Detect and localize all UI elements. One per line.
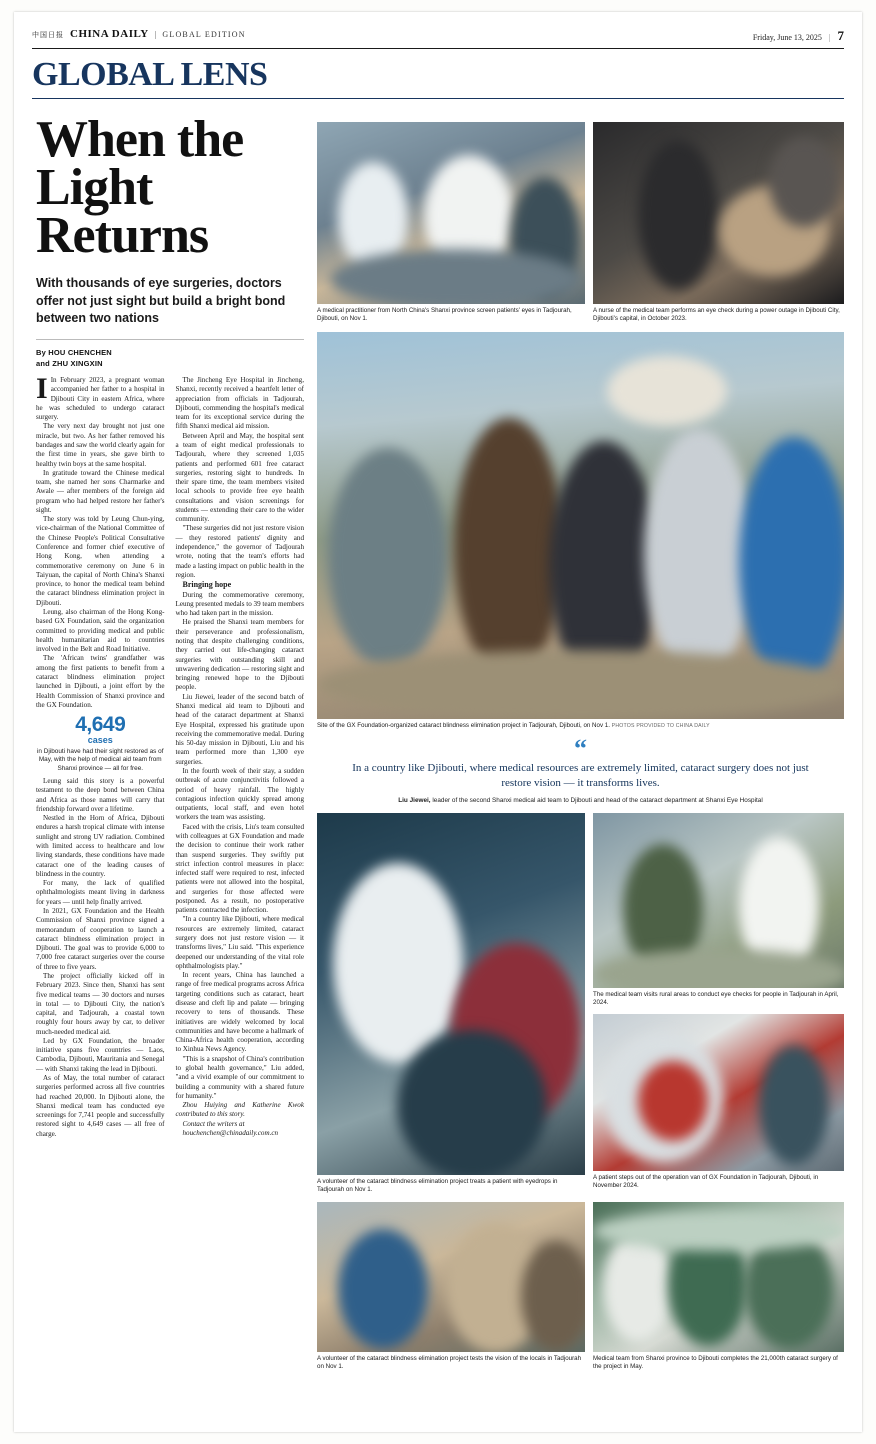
publication-date: Friday, June 13, 2025 — [752, 33, 822, 42]
photo-caption: A volunteer of the cataract blindness elimination project treats a patient with eyedrops in Tadjourah on Nov 1. — [317, 1177, 558, 1193]
quote-text: In a country like Djibouti, where medical resources are extremely limited, cataract surgery does not just restore vision — it transforms lives. — [352, 762, 809, 789]
photo-texture — [317, 122, 585, 304]
section-rule — [32, 98, 844, 99]
photo-project-site — [317, 332, 844, 719]
body-paragraph: "In a country like Djibouti, where medical resources are extremely limited, cataract surgery does not just restore vision — it transforms lives," Liu said. "This experience deepened our understanding of the vital role ophthalmologists play." — [175, 915, 304, 970]
masthead-separator: | — [154, 30, 157, 39]
body-paragraph: Nestled in the Horn of Africa, Djibouti endures a harsh tropical climate with intense sunlight and strong UV radiation. Combined with limited access to healthcare and low living standards, these conditions have made cataract one of the leading causes of blindness in the country. — [36, 814, 165, 878]
contact-line-1: Contact the writers at — [182, 1119, 245, 1128]
article-body — [36, 371, 304, 1444]
body-paragraph: Leung, also chairman of the Hong Kong-based GX Foundation, said the organization committed to providing medical and public health humanitarian aid to countries involved in the Belt and Road Initiative. — [36, 608, 165, 654]
photo-texture — [593, 122, 844, 304]
photo-caption: Medical team from Shanxi province to Djibouti completes the 21,000th cataract surgery of the project in May. — [593, 1355, 838, 1371]
body-paragraph: For many, the lack of qualified ophthalmologists meant living in darkness for years — until help finally arrived. — [36, 879, 165, 906]
photo-caption: A nurse of the medical team performs an eye check during a power outage in Djibouti City, Djibouti's capital, in October 2023. — [593, 307, 840, 323]
body-paragraph: In gratitude toward the Chinese medical team, she named her sons Charmarke and Awale — after members of the foreign aid program who had helped restore her father's sight. — [36, 468, 165, 514]
byline — [36, 348, 304, 370]
byline-line-1: By HOU CHENCHEN — [36, 348, 112, 358]
article-deck: With thousands of eye surgeries, doctors offer not just sight but build a bright bond between two nations — [36, 275, 304, 340]
contact-email: houchenchen@chinadaily.com.cn — [182, 1128, 279, 1137]
body-paragraph: In 2021, GX Foundation and the Health Commission of Shanxi province signed a memorandum of cooperation to launch a cataract blindness elimination project in Djibouti. The goal was to provide 6,000 to 7,000 free cataract surgeries over the course of three to five years. — [36, 906, 165, 971]
photo-power-outage-eye-check — [593, 122, 844, 304]
section-header — [32, 58, 844, 99]
photo-texture — [593, 1202, 844, 1352]
body-paragraph: Leung said this story is a powerful testament to the deep bond between China and Africa as those names will carry that friendship forward over a lifetime. — [36, 777, 165, 813]
contributors-note: Zhou Huiying and Katherine Kwok contributed to this story. — [175, 1101, 304, 1119]
body-paragraph: Led by GX Foundation, the broader initiative spans five countries — Laos, Cambodia, Djibouti, Mauritania and Senegal — with Shanxi taking the lead in Djibouti. — [36, 1036, 165, 1073]
photo-eyedrops-volunteer — [317, 813, 585, 1175]
photo-caption: The medical team visits rural areas to conduct eye checks for people in Tadjourah in April, 2024. — [593, 990, 839, 1006]
photo-caption-text: Site of the GX Foundation-organized cataract blindness elimination project in Tadjourah, Djibouti, on Nov 1. — [317, 722, 610, 730]
chinese-title: 中国日报 — [32, 31, 64, 39]
photo-operation-van — [593, 1014, 844, 1171]
body-text: In February 2023, a pregnant woman accompanied her father to a hospital in Djibouti City in eastern Africa, where he was scheduled to undergo cataract surgery. — [36, 375, 165, 422]
body-paragraph: "This is a snapshot of China's contribution to global health governance," Liu added, "and a vivid example of our commitment to building a community with a shared future for humanity." — [175, 1054, 304, 1100]
body-paragraph: In recent years, China has launched a range of free medical programs across Africa targeting conditions such as cataract, heart disease and cleft lip and palate — bringing recovery to tens of thousands. These initiatives are widely welcomed by local communities and have become a hallmark of China-Africa health cooperation, according to Xinhua News Agency. — [175, 971, 304, 1054]
body-paragraph: The Jincheng Eye Hospital in Jincheng, Shanxi, recently received a heartfelt letter of appreciation from officials in Tadjourah, Djibouti, commending the hospital's medical team for its exceptional service during the fifth Shanxi medical aid mission. — [175, 375, 304, 431]
photo-caption-main — [317, 722, 844, 730]
photo-row-top — [317, 122, 844, 323]
photo-texture — [593, 813, 844, 988]
statistic-number: 4,649 — [75, 713, 126, 737]
statistic-description: in Djibouti have had their sight restored as of May, with the help of medical aid team from Shanxi province — all for free. — [37, 748, 164, 772]
masthead-right — [753, 28, 844, 44]
paper-name: CHINA DAILY — [70, 28, 149, 40]
photo-vision-test — [317, 1202, 585, 1352]
photo-caption: A volunteer of the cataract blindness elimination project tests the vision of the locals in Tadjourah on Nov 1. — [317, 1355, 582, 1371]
photo-caption: A patient steps out of the operation van of GX Foundation in Tadjourah, Djibouti, in November 2024. — [593, 1174, 819, 1190]
photo-grid-lower — [317, 813, 844, 1194]
page-sheet — [14, 12, 862, 1432]
body-paragraph: Faced with the crisis, Liu's team consulted with colleagues at GX Foundation and made the decision to continue their work rather than suspend surgeries. They swiftly put strict infection control measures in place: infected staff were required to rest, infected patients were not allowed into the hospital, and surgeries for those affected were postponed. As a result, no postoperative patients contracted the infection. — [175, 822, 304, 915]
pull-quote — [317, 733, 844, 804]
body-paragraph: He praised the Shanxi team members for their perseverance and professionalism, noting that despite challenging conditions, they carried out life-changing cataract surgeries with outstanding skill and unwavering dedication — restoring sight and bringing renewed hope to the Djibouti people. — [175, 618, 304, 692]
photo-credit: PHOTOS PROVIDED TO CHINA DAILY — [611, 723, 710, 730]
photo-screening-tadjourah — [317, 122, 585, 304]
photo-texture — [317, 332, 844, 719]
masthead — [32, 28, 844, 49]
body-paragraph: The 'African twins' grandfather was among the first patients to benefit from a cataract blindness elimination project launched in Djibouti, a joint effort by the Health Commission of Shanxi province and the GX Foundation. — [36, 654, 165, 709]
page-title: When the Light Returns — [36, 111, 244, 264]
photo-texture — [317, 1202, 585, 1352]
quote-attribution — [339, 797, 822, 804]
body-paragraph: The project officially kicked off in February 2023. Since then, Shanxi has sent five medical teams — 30 doctors and nurses in total — to Djibouti City, the nation's capital, and Tadjourah, a coastal town roughly four hours away by car, to deliver much-needed medical aid. — [36, 971, 165, 1036]
body-paragraph: In the fourth week of their stay, a sudden outbreak of acute conjunctivitis followed a period of heavy rainfall. The highly contagious infection quickly spread among outpatients, local staff, and even hotel workers the team was assisting. — [175, 766, 304, 822]
body-paragraph: As of May, the total number of cataract surgeries performed across all five countries had reached 20,000. In Djibouti alone, the Shanxi medical team has conducted eye screenings for 7,741 people and successfully restored sight to 4,649 cases — all free of charge. — [36, 1074, 165, 1138]
quote-mark-icon: “ — [574, 733, 587, 763]
photo-rural-eye-checks — [593, 813, 844, 988]
statistic-unit: cases — [87, 735, 113, 746]
masthead-left — [32, 28, 246, 40]
page-number: 7 — [837, 28, 844, 43]
photo-texture — [593, 1014, 844, 1171]
body-paragraph: The story was told by Leung Chun-ying, vice-chairman of the National Committee of the Chinese People's Political Consultative Conference and former chief executive of Hong Kong, when attending a commemorative ceremony on June 6 in Taiyuan, the capital of North China's Shanxi province, to honor the medical team behind the cataract blindness elimination project in Djibouti. — [36, 515, 165, 607]
body-paragraph: Between April and May, the hospital sent a team of eight medical professionals to Tadjourah, where they screened 1,035 patients and performed 601 free cataract surgeries, restoring sight to hundreds. In their spare time, the team members visited local schools to provide free eye health consultations and vision screenings for students — extending their care to the wider community. — [175, 431, 304, 524]
quote-attribution-role: leader of the second Shanxi medical aid team to Djibouti and head of the cataract department at Shanxi Eye Hospital — [432, 796, 763, 804]
article-subhead: Bringing hope — [182, 580, 232, 590]
photo-caption: A medical practitioner from North China's Shanxi province screen patients' eyes in Tadjourah, Djibouti, on Nov 1. — [317, 307, 572, 323]
photo-21000th-surgery — [593, 1202, 844, 1352]
body-paragraph: During the commemorative ceremony, Leung presented medals to 39 team members who had taken part in the mission. — [175, 590, 304, 618]
body-paragraph: Liu Jiewei, leader of the second batch of Shanxi medical aid team to Djibouti and head of the cataract department at Shanxi Eye Hospital, expressed his gratitude upon receiving the commemorative medal. During his 50-day mission in Djibouti, Liu and his team performed more than 1,300 eye surgeries. — [175, 692, 304, 766]
byline-line-2: and ZHU XINGXIN — [36, 359, 103, 369]
body-paragraph — [36, 371, 165, 422]
statistic-callout — [36, 714, 165, 773]
quote-attribution-name: Liu Jiewei, — [398, 796, 431, 804]
masthead-bar: | — [828, 33, 831, 42]
photo-column — [317, 122, 844, 1371]
body-paragraph: "These surgeries did not just restore vision — they restored patients' dignity and independence," the governor of Tadjourah wrote, noting that the team's efforts had made a lasting impact on public health in the region. — [175, 524, 304, 579]
photo-block-main — [317, 332, 844, 730]
drop-cap: I — [36, 371, 48, 405]
photo-texture — [317, 813, 585, 1175]
photo-row-bottom — [317, 1202, 844, 1371]
article-left-column — [36, 111, 304, 1444]
body-paragraph: The very next day brought not just one miracle, but two. As her father removed his bandages and saw the world clearly again for the first time in years, she gave birth to healthy twin boys at the same hospital. — [36, 422, 165, 468]
section-title: GLOBAL LENS — [32, 56, 268, 93]
edition-label: GLOBAL EDITION — [162, 30, 246, 39]
